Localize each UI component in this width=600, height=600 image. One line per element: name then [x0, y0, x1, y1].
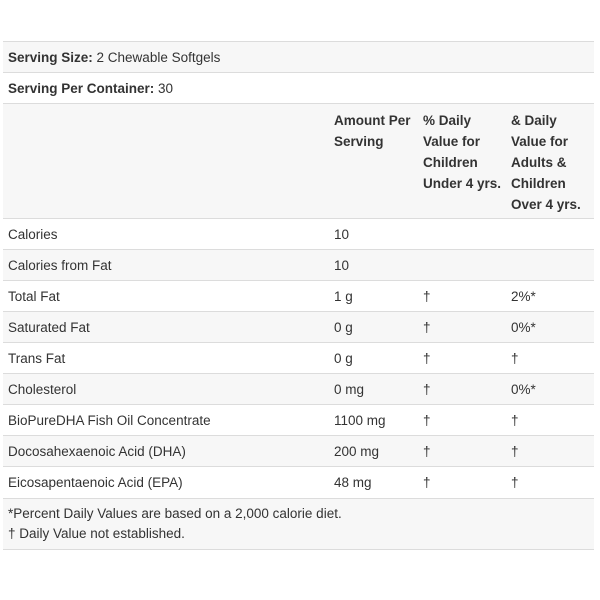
- nutrient-dv-children: †: [423, 474, 431, 490]
- table-row: [3, 467, 594, 498]
- serving-size-row: [3, 42, 594, 73]
- nutrient-amount: 0 g: [334, 350, 353, 366]
- nutrient-name: Calories from Fat: [8, 257, 112, 273]
- nutrient-dv-adults: †: [511, 412, 519, 428]
- nutrient-dv-adults: †: [511, 474, 519, 490]
- table-row: [3, 436, 594, 467]
- nutrient-dv-children: †: [423, 443, 431, 459]
- servings-per-container-row: [3, 73, 594, 104]
- table-row: [3, 250, 594, 281]
- dagger-note: † Daily Value not established.: [8, 525, 185, 541]
- table-row: [3, 312, 594, 343]
- header-dv-children: % Daily Value for Children Under 4 yrs.: [423, 113, 502, 191]
- table-row: [3, 374, 594, 405]
- nutrient-amount: 1100 mg: [334, 412, 386, 428]
- column-header-row: [3, 104, 594, 219]
- nutrient-dv-adults: †: [511, 350, 519, 366]
- nutrient-amount: 1 g: [334, 288, 353, 304]
- nutrient-dv-children: †: [423, 319, 431, 335]
- nutrient-amount: 0 mg: [334, 381, 365, 397]
- serving-size-label: Serving Size:: [8, 49, 93, 65]
- nutrient-name: BioPureDHA Fish Oil Concentrate: [8, 412, 211, 428]
- supplement-facts-table: [3, 41, 594, 498]
- serving-size-value: 2 Chewable Softgels: [92, 49, 221, 65]
- percent-daily-value-note: *Percent Daily Values are based on a 2,000 calorie diet.: [8, 505, 342, 521]
- table-row: [3, 343, 594, 374]
- nutrient-name: Trans Fat: [8, 350, 66, 366]
- nutrient-dv-adults: 0%*: [511, 319, 536, 335]
- nutrient-dv-children: †: [423, 288, 431, 304]
- nutrient-amount: 48 mg: [334, 474, 372, 490]
- nutrient-amount: 0 g: [334, 319, 353, 335]
- table-row: [3, 405, 594, 436]
- nutrient-amount: 10: [334, 257, 350, 273]
- nutrient-amount: 10: [334, 226, 350, 242]
- nutrient-name: Eicosapentaenoic Acid (EPA): [8, 474, 183, 490]
- serving-size-cell: [3, 42, 594, 73]
- nutrient-name: Calories: [8, 226, 58, 242]
- header-nutrient: [3, 104, 329, 219]
- nutrient-dv-children: [418, 250, 506, 281]
- header-amount: Amount Per Serving: [334, 113, 411, 149]
- nutrient-name: Saturated Fat: [8, 319, 90, 335]
- servings-per-container-label: Serving Per Container:: [8, 80, 155, 96]
- nutrient-dv-children: †: [423, 381, 431, 397]
- header-dv-adults: & Daily Value for Adults & Children Over 4 yrs.: [511, 113, 581, 212]
- nutrient-name: Total Fat: [8, 288, 60, 304]
- nutrient-dv-adults: [506, 219, 594, 250]
- nutrient-dv-children: [418, 219, 506, 250]
- nutrient-amount: 200 mg: [334, 443, 380, 459]
- servings-per-container-value: 30: [154, 80, 174, 96]
- nutrient-dv-children: †: [423, 412, 431, 428]
- nutrient-dv-adults: 2%*: [511, 288, 536, 304]
- nutrient-dv-adults: 0%*: [511, 381, 536, 397]
- nutrient-name: Docosahexaenoic Acid (DHA): [8, 443, 186, 459]
- nutrient-dv-adults: [506, 250, 594, 281]
- servings-per-container-cell: [3, 73, 594, 104]
- supplement-facts-panel: [3, 41, 594, 550]
- table-row: [3, 281, 594, 312]
- nutrient-dv-adults: †: [511, 443, 519, 459]
- footnotes: [3, 498, 594, 550]
- nutrient-dv-children: †: [423, 350, 431, 366]
- nutrient-name: Cholesterol: [8, 381, 77, 397]
- table-row: [3, 219, 594, 250]
